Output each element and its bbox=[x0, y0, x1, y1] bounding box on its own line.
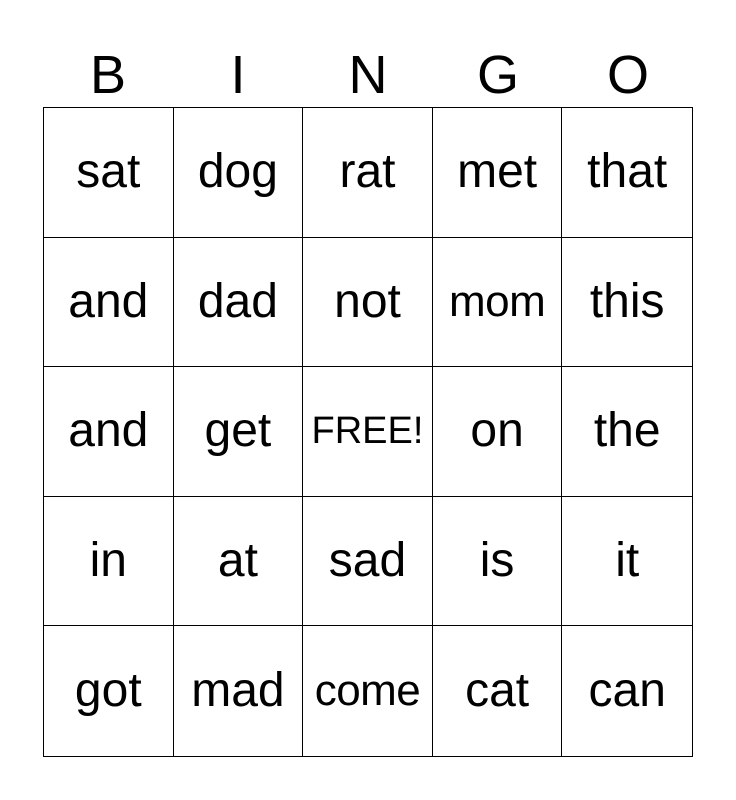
bingo-cell[interactable]: the bbox=[562, 367, 692, 497]
bingo-cell[interactable]: that bbox=[562, 108, 692, 238]
bingo-cell[interactable]: rat bbox=[303, 108, 433, 238]
header-letter-i: I bbox=[230, 45, 246, 105]
bingo-cell[interactable]: in bbox=[44, 497, 174, 627]
bingo-cell[interactable]: and bbox=[44, 367, 174, 497]
bingo-cell[interactable]: cat bbox=[433, 626, 563, 756]
free-space-cell[interactable]: FREE! bbox=[303, 367, 433, 497]
header-letter-n: N bbox=[348, 45, 388, 105]
bingo-cell[interactable]: got bbox=[44, 626, 174, 756]
header-letter-b: B bbox=[89, 45, 127, 105]
bingo-cell[interactable]: at bbox=[174, 497, 304, 627]
bingo-cell[interactable]: get bbox=[174, 367, 304, 497]
bingo-cell[interactable]: come bbox=[303, 626, 433, 756]
bingo-cell[interactable]: sat bbox=[44, 108, 174, 238]
bingo-cell[interactable]: on bbox=[433, 367, 563, 497]
bingo-header bbox=[43, 44, 693, 106]
bingo-cell[interactable]: this bbox=[562, 238, 692, 368]
bingo-cell[interactable]: dog bbox=[174, 108, 304, 238]
bingo-cell[interactable]: and bbox=[44, 238, 174, 368]
bingo-cell[interactable]: met bbox=[433, 108, 563, 238]
bingo-cell[interactable]: can bbox=[588, 664, 666, 718]
bingo-cell[interactable]: mom bbox=[433, 238, 563, 368]
header-letter-g: G bbox=[476, 45, 519, 105]
bingo-cell[interactable]: sad bbox=[303, 497, 433, 627]
bingo-cell[interactable]: dad bbox=[174, 238, 304, 368]
header-letter-o: O bbox=[606, 45, 649, 105]
bingo-cell[interactable]: mad bbox=[174, 626, 304, 756]
bingo-cell[interactable]: not bbox=[303, 238, 433, 368]
bingo-board bbox=[43, 107, 693, 757]
bingo-cell[interactable]: it bbox=[562, 497, 692, 627]
bingo-cell[interactable]: is bbox=[433, 497, 563, 627]
